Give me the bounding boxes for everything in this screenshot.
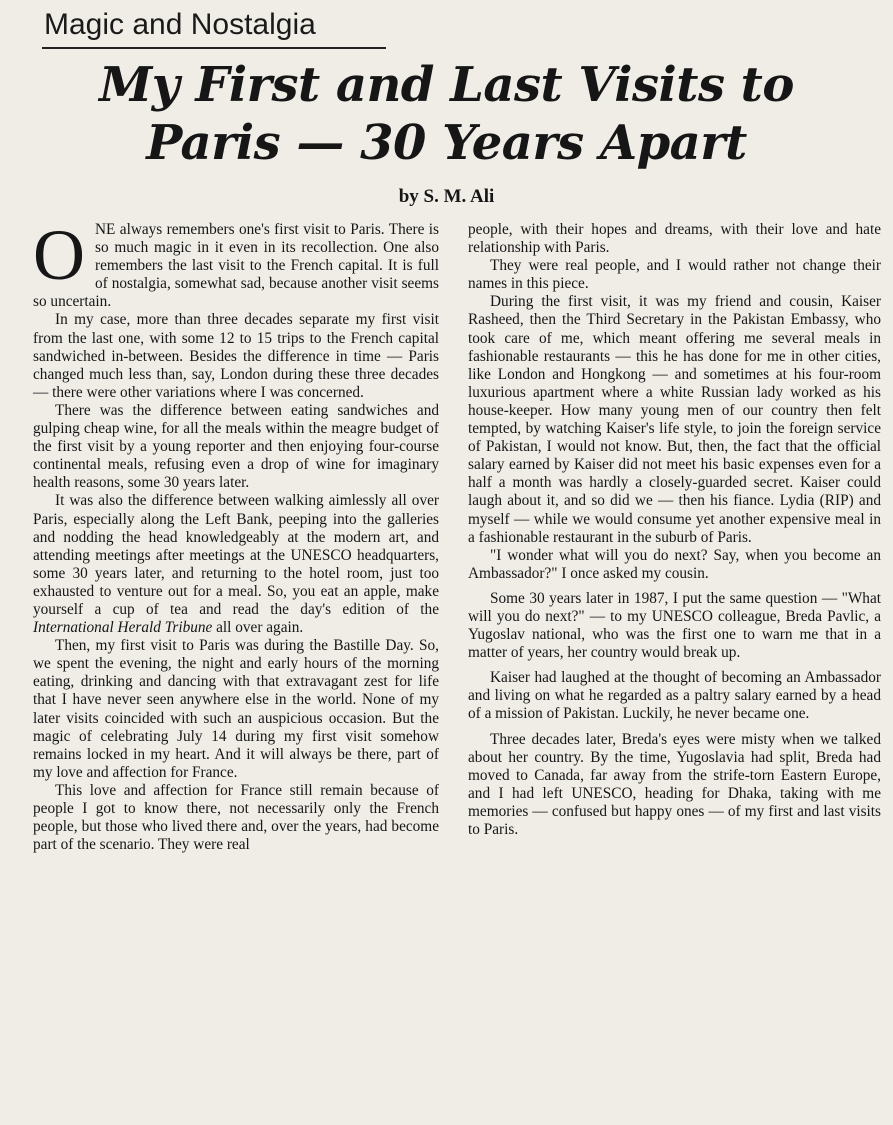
paragraph: Some 30 years later in 1987, I put the same question — "What will you do next?" — to my UNESCO colleague, Breda Pavlic, a Yugoslav national, who was the first one to warn me that in a matter of years, her country would break up. [468, 589, 881, 662]
article-column-left [33, 215, 439, 854]
paragraph: In my case, more than three decades separate my first visit from the last one, with some 12 to 15 trips to the French capital sandwiched in-between. Besides the difference in time — Paris changed much less than, say, London during these three decades — there were other variations where I was concerned. [33, 311, 439, 401]
paragraph-text: NE always remembers one's first visit to Paris. There is so much magic in it even in its recollection. One also remembers the last visit to the French capital. It is full of nostalgia, somewhat sad, because another visit seems so uncertain. [33, 221, 439, 311]
paragraph: people, with their hopes and dreams, with their love and hate relationship with Paris. [468, 221, 881, 257]
paragraph: There was the difference between eating sandwiches and gulping cheap wine, for all the meals within the meagre budget of the first visit by a young reporter and then enjoying four-course continental meals, refusing even a drop of wine for imaginary health reasons, some 30 years later. [33, 401, 439, 492]
paragraph [33, 492, 439, 637]
paragraph: Three decades later, Breda's eyes were misty when we talked about her country. By the time, Yugoslavia had split, Breda had moved to Canada, far away from the strife-torn Eastern Europe, and I had left UNESCO, heading for Dhaka, taking with me memories — confused but happy ones — of my first and last visits to Paris. [468, 730, 881, 838]
paragraph: During the first visit, it was my friend and cousin, Kaiser Rasheed, then the Third Secretary in the Pakistan Embassy, who took care of me, which meant offering me several meals in fashionable restaurants — this he has done for me in other cities, like London and Hongkong — and sometimes at his four-room luxurious apartment where a white Russian lady worked as his house-keeper. How many young men of our country then felt tempted, by watching Kaiser's life style, to join the foreign service of Pakistan, I would not know. But, then, the fact that the official salary earned by Kaiser did not meet his basic expenses even for a half a month was hardly a closely-guarded secret. Kaiser could laugh about it, and so did we — then his fiance. Lydia (RIP) and myself — while we would consume yet another expensive meal in a fashionable restaurant in the suburb of Paris. [468, 293, 881, 546]
byline: by S. M. Ali [398, 186, 495, 207]
headline [0, 56, 893, 172]
paragraph [33, 215, 439, 311]
section-kicker: Magic and Nostalgia [44, 8, 316, 41]
headline-line-1: My First and Last Visits to [99, 57, 794, 113]
paragraph: They were real people, and I would rather not change their names in this piece. [468, 257, 881, 293]
newspaper-title: International Herald Tribune [33, 619, 213, 637]
kicker-rule [42, 47, 386, 49]
paragraph-text: It was also the difference between walking aimlessly all over Paris, especially along the Left Bank, peeping into the galleries and nodding the head knowledgeably at the modern art, and attending meetings after meetings at the UNESCO headquarters, some 30 years later, and returning to the hotel room, just too exhausted to venture out for a meal. So, you eat an apple, make yourself a cup of tea and read the day's edition of the [33, 492, 439, 618]
article-column-right [468, 221, 881, 839]
paragraph-text: all over again. [212, 619, 304, 637]
paragraph: "I wonder what will you do next? Say, when you become an Ambassador?" I once asked my cousin. [468, 546, 881, 582]
paragraph: Kaiser had laughed at the thought of becoming an Ambassador and living on what he regarded as a paltry salary earned by a head of a mission of Pakistan. Luckily, he never became one. [468, 669, 881, 723]
drop-cap: O [33, 215, 85, 295]
paragraph: This love and affection for France still remain because of people I got to know there, not necessarily only the French people, but those who lived there and, over the years, had become part of the scenario. They were real [33, 781, 439, 854]
headline-line-2: Paris — 30 Years Apart [146, 115, 747, 171]
paragraph: Then, my first visit to Paris was during the Bastille Day. So, we spent the evening, the night and early hours of the morning eating, drinking and dancing with that extravagant zest for life that I have never seen anywhere else in the world. None of my later visits coincided with such an auspicious occasion. But the magic of celebrating July 14 during my first visit somehow remains locked in my heart. And it will always be there, part of my love and affection for France. [33, 637, 439, 781]
